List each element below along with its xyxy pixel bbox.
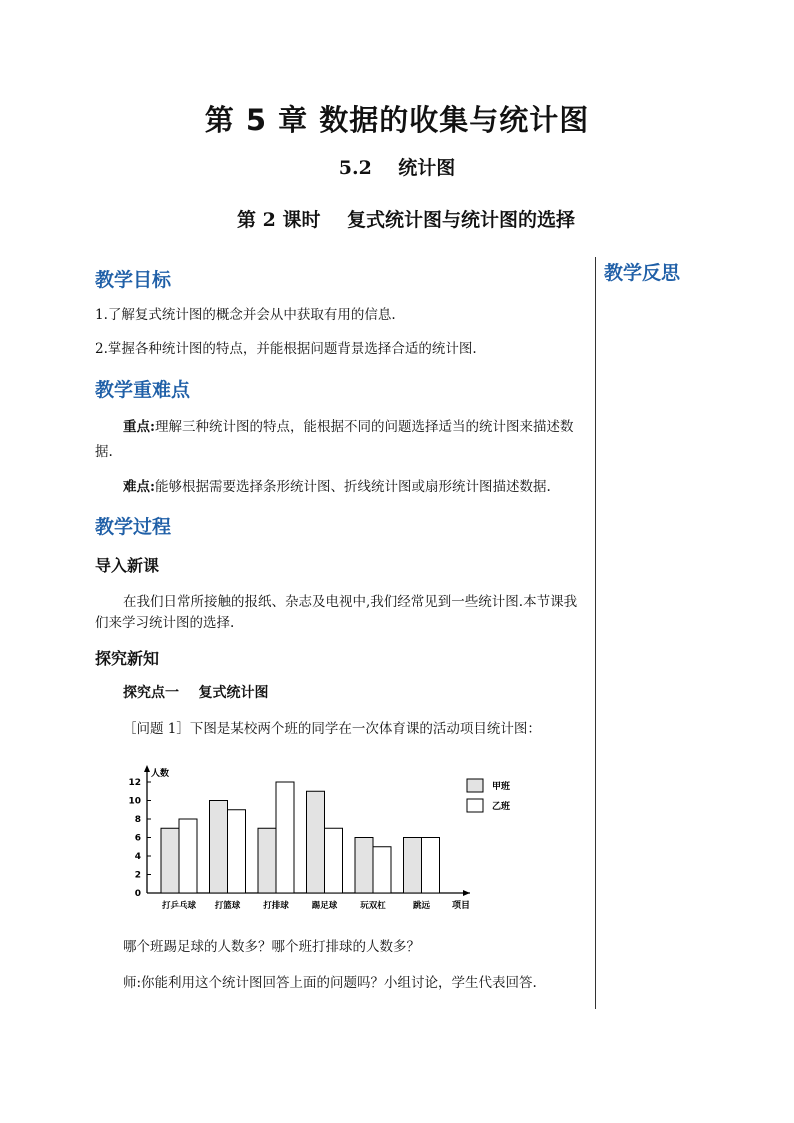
legend-swatch bbox=[467, 779, 483, 792]
y-tick-label: 10 bbox=[128, 796, 141, 807]
y-tick-label: 8 bbox=[134, 815, 141, 825]
category-label: 打乒乓球 bbox=[161, 901, 197, 911]
question-followup: 哪个班踢足球的人数多？哪个班打排球的人数多？ bbox=[123, 939, 420, 955]
chart-bars bbox=[161, 782, 440, 893]
process-heading: 教学过程 bbox=[95, 516, 172, 538]
objective-item-2: 2.掌握各种统计图的特点，并能根据问题背景选择合适的统计图. bbox=[95, 341, 477, 357]
bar-yi bbox=[179, 819, 197, 893]
y-tick-label: 2 bbox=[134, 870, 141, 881]
legend-label: 乙班 bbox=[492, 802, 511, 812]
bar-jia bbox=[404, 838, 422, 894]
y-tick-label: 6 bbox=[134, 833, 141, 844]
bar-jia bbox=[307, 791, 325, 893]
category-label: 打排球 bbox=[263, 901, 289, 911]
bar-yi bbox=[325, 828, 343, 893]
x-axis-arrow bbox=[463, 890, 470, 896]
section-title: 5.2 统计图 bbox=[338, 157, 456, 179]
bar-jia bbox=[355, 838, 373, 894]
difficulty-label: 难点: bbox=[123, 479, 155, 495]
column-divider bbox=[595, 257, 596, 1009]
intro-line-2: 们来学习统计图的选择. bbox=[95, 615, 235, 631]
bar-jia bbox=[210, 801, 228, 894]
objective-item-1: 1.了解复式统计图的概念并会从中获取有用的信息. bbox=[95, 307, 396, 323]
x-axis-label: 项目 bbox=[452, 901, 471, 911]
key-label: 重点: bbox=[123, 419, 155, 435]
difficulty-text: 能够根据需要选择条形统计图、折线统计图或扇形统计图描述数据. bbox=[154, 479, 551, 495]
activity-bar-chart bbox=[120, 762, 530, 912]
category-label: 踢足球 bbox=[311, 901, 338, 911]
bar-yi bbox=[373, 847, 391, 893]
category-label: 跳远 bbox=[412, 901, 431, 911]
chart-legend bbox=[467, 779, 511, 812]
question-1: ［问题 1］下图是某校两个班的同学在一次体育课的活动项目统计图： bbox=[123, 721, 541, 737]
y-tick-label: 4 bbox=[134, 852, 141, 862]
y-tick-label: 0 bbox=[134, 889, 141, 899]
bar-jia bbox=[161, 828, 179, 893]
legend-label: 甲班 bbox=[492, 782, 511, 792]
point1-heading: 探究点一 复式统计图 bbox=[123, 685, 269, 701]
y-tick-label: 12 bbox=[128, 778, 141, 788]
explore-heading: 探究新知 bbox=[95, 649, 160, 668]
difficulty-line bbox=[123, 475, 593, 499]
bar-jia bbox=[258, 828, 276, 893]
key-point-line bbox=[123, 415, 593, 439]
category-label: 打篮球 bbox=[214, 901, 241, 911]
category-label: 玩双杠 bbox=[360, 901, 386, 911]
bar-yi bbox=[422, 838, 440, 894]
intro-heading: 导入新课 bbox=[95, 556, 160, 575]
bar-yi bbox=[276, 782, 294, 893]
chapter-title: 第 5 章 数据的收集与统计图 bbox=[204, 103, 590, 137]
key-text: 理解三种统计图的特点，能根据不同的问题选择适当的统计图来描述数 bbox=[154, 419, 574, 435]
intro-line-1: 在我们日常所接触的报纸、杂志及电视中,我们经常见到一些统计图.本节课我 bbox=[123, 594, 578, 610]
lesson-title: 第 2 课时 复式统计图与统计图的选择 bbox=[237, 209, 575, 231]
bar-yi bbox=[228, 810, 246, 893]
teacher-line: 师:你能利用这个统计图回答上面的问题吗？小组讨论，学生代表回答. bbox=[123, 975, 537, 991]
key-points-heading: 教学重难点 bbox=[95, 379, 191, 401]
legend-swatch bbox=[467, 799, 483, 812]
key-point-line-2: 据. bbox=[95, 444, 113, 460]
reflection-heading: 教学反思 bbox=[604, 262, 681, 284]
objectives-heading: 教学目标 bbox=[95, 269, 172, 291]
y-axis-label: 人数 bbox=[151, 769, 170, 779]
y-axis-arrow bbox=[144, 765, 150, 772]
